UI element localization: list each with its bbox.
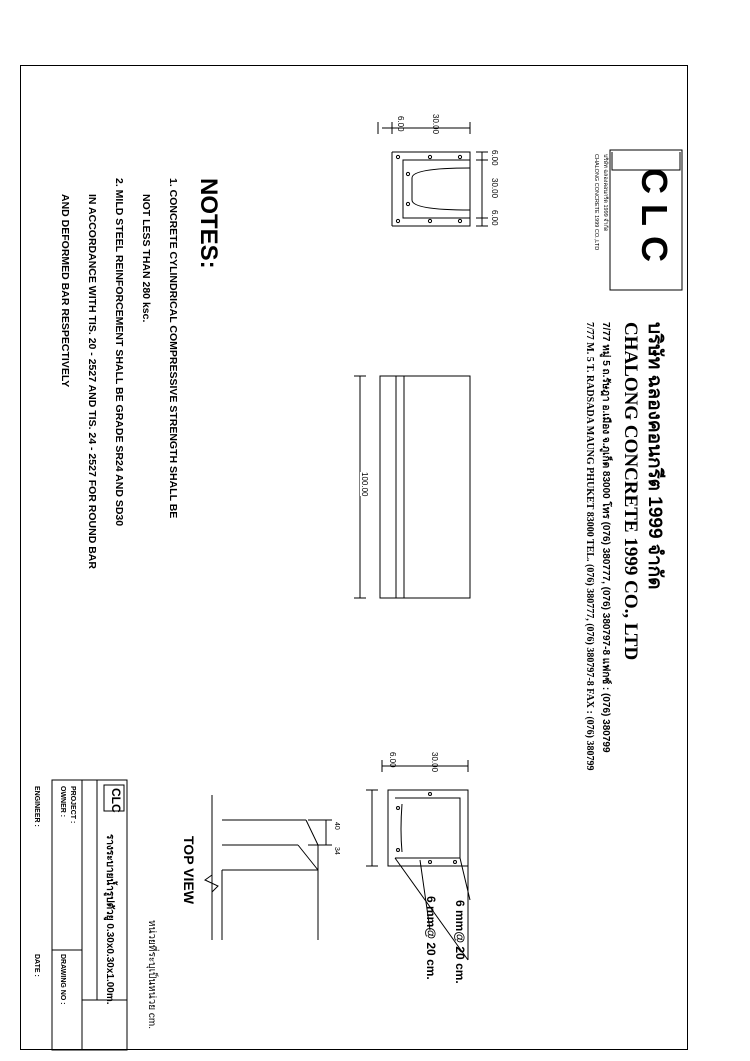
company-address-english: 7/77 M. 5 T. RADSADA MAUNG PHUKET 83000 TEL. (076) 380777, (076) 380797-8 FAX : (076) 380799 [584, 322, 595, 771]
top-view-drawing [205, 795, 318, 940]
company-name-english: CHALONG CONCRETE 1999 CO., LTD [620, 322, 641, 661]
section-dim-height: 30.00 [431, 114, 440, 135]
iso-rebar-label-2: 6 mm@ 20 cm. [424, 896, 438, 980]
notes-title: NOTES: [195, 178, 222, 269]
logo-letters: CLC [634, 168, 675, 272]
notes-line-5: AND DEFORMED BAR RESPECTIVELY [59, 194, 71, 388]
section-dim-wall: 6.00 [396, 116, 405, 132]
company-name-thai: บริษัท ฉลองคอนกรีต 1999 จำกัด [644, 322, 665, 590]
company-address-thai: 7/77 หมู่ 5 ถ.รัษฎา อ.เมือง จ.ภูเก็ต 83000 โทร (076) 380777, (076) 380797-8 แฟกซ์ : (076) 380799 [600, 322, 611, 753]
notes-line-1: 1. CONCRETE CYLINDRICAL COMPRESSIVE STRENGTH SHALL BE [167, 178, 179, 519]
notes-line-2: NOT LESS THAN 280 ksc. [140, 194, 152, 323]
section-dim-inner: 30.00 [490, 178, 499, 199]
u-side-view [380, 376, 470, 598]
owner-label: OWNER : [59, 786, 66, 818]
iso-dim-wall: 6.00 [388, 752, 397, 768]
drawing-title: รางระบายน้ำรูปตัวยู 0.30x0.30x1.00m. [104, 834, 115, 1005]
top-view-dim-a: 40 [333, 822, 340, 830]
section-dim-right: 6.00 [490, 210, 499, 226]
iso-dim-height: 30.00 [430, 752, 439, 773]
title-block-logo: CLC [109, 788, 123, 813]
top-view-dim-b: 34 [333, 847, 340, 855]
notes-line-4: IN ACCORDANCE WITH TIS. 20 - 2527 AND TIS. 24 - 2527 FOR ROUND BAR [86, 194, 98, 569]
notes-line-3: 2. MILD STEEL REINFORCEMENT SHALL BE GRADE SR24 AND SD30 [113, 178, 125, 527]
logo-thai-name: บริษัท ฉลองคอนกรีต 1999 จำกัด [602, 154, 608, 232]
side-dim-length: 100.00 [360, 472, 369, 497]
iso-rebar-label-1: 6 mm@ 20 cm. [453, 900, 467, 984]
section-dim-left: 6.00 [490, 150, 499, 166]
logo-english-name: CHALONG CONCRETE 1999 CO.,LTD [593, 154, 599, 251]
drawing-no-label: DRAWING NO : [59, 954, 66, 1005]
title-block-lines [52, 780, 127, 1050]
project-label: PROJECT : [69, 786, 76, 824]
top-view-title: TOP VIEW [181, 836, 197, 904]
date-label: DATE : [33, 954, 40, 977]
engineer-label: ENGINEER : [33, 786, 40, 827]
unit-note: หน่วยที่ระบุเป็นหน่วย cm. [146, 920, 157, 1029]
u-section-view [392, 152, 470, 226]
